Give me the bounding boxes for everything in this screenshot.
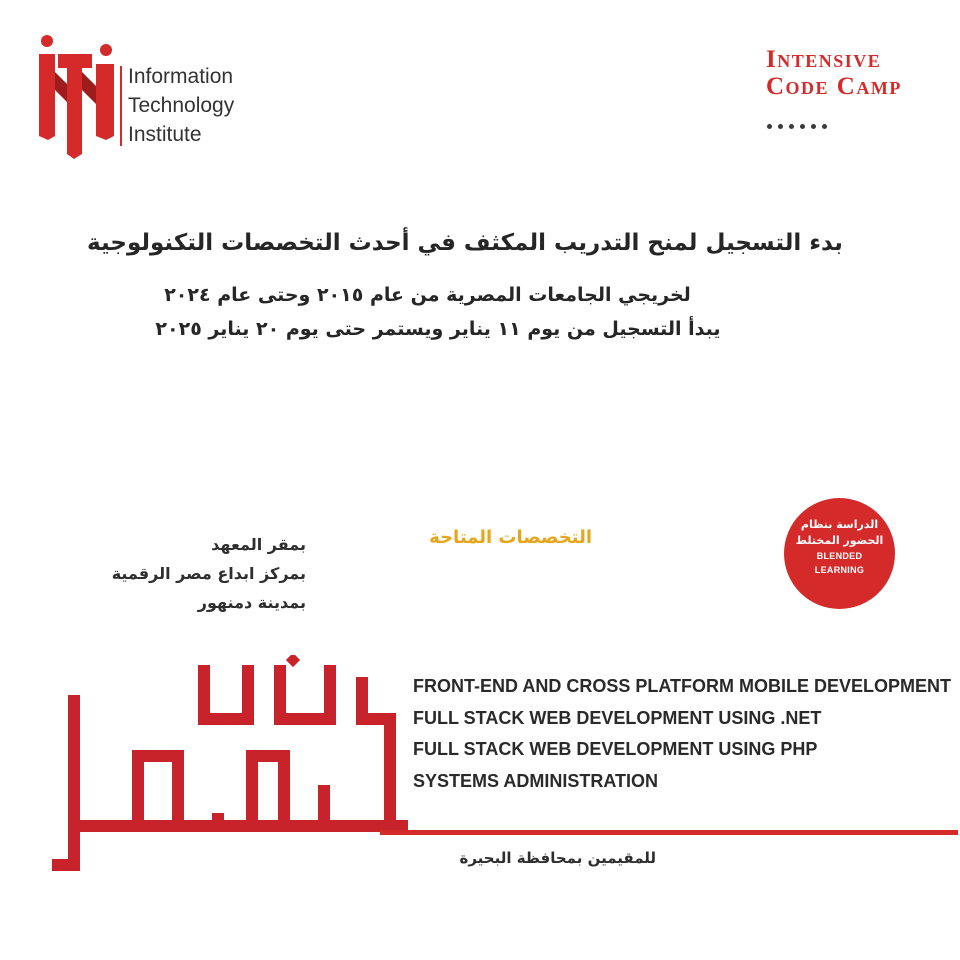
track-item: FULL STACK WEB DEVELOPMENT USING PHP [413,739,818,759]
track-item: FRONT-END AND CROSS PLATFORM MOBILE DEVELOPMENT [413,676,951,696]
institute-name-line: Information [128,65,234,88]
tracks-list [413,671,951,797]
divider-rule [380,830,958,835]
badge-ar-line: الحضور المختلط [795,534,884,547]
tracks-heading: التخصصات المتاحة [429,527,592,548]
graduates-eligibility: لخريجي الجامعات المصرية من عام ٢٠١٥ وحتى عام ٢٠٢٤ [164,284,691,306]
badge-en-line: BLENDED [816,551,863,561]
institute-name-line: Technology [128,94,235,117]
city-wordmark [48,655,408,875]
camp-line-2: Code Camp [766,73,902,100]
code-camp-title [766,46,902,100]
track-item: SYSTEMS ADMINISTRATION [413,770,659,791]
location-line: بمدينة دمنهور [197,593,306,612]
institute-name-line: Institute [128,123,202,146]
institute-name [128,62,234,149]
location-line: بمقر المعهد [211,535,306,554]
location-line: بمركز ابداع مصر الرقمية [111,564,306,583]
badge-ar-line: الدراسة بنظام [800,518,879,531]
badge-en-line: LEARNING [814,565,865,575]
track-item: FULL STACK WEB DEVELOPMENT USING .NET [413,707,822,728]
residents-note: للمقيمين بمحافظة البحيرة [459,849,656,867]
logo-divider [120,66,122,146]
iti-logo-mark [36,32,118,160]
registration-dates: يبدأ التسجيل من يوم ١١ يناير ويستمر حتى يوم ٢٠ يناير ٢٠٢٥ [155,318,721,340]
camp-line-1: Intensive [766,46,882,73]
location-block [40,530,306,617]
headline: بدء التسجيل لمنح التدريب المكثف في أحدث التخصصات التكنولوجية [87,230,843,256]
dots-icon [767,114,833,133]
blended-learning-badge [784,498,895,609]
